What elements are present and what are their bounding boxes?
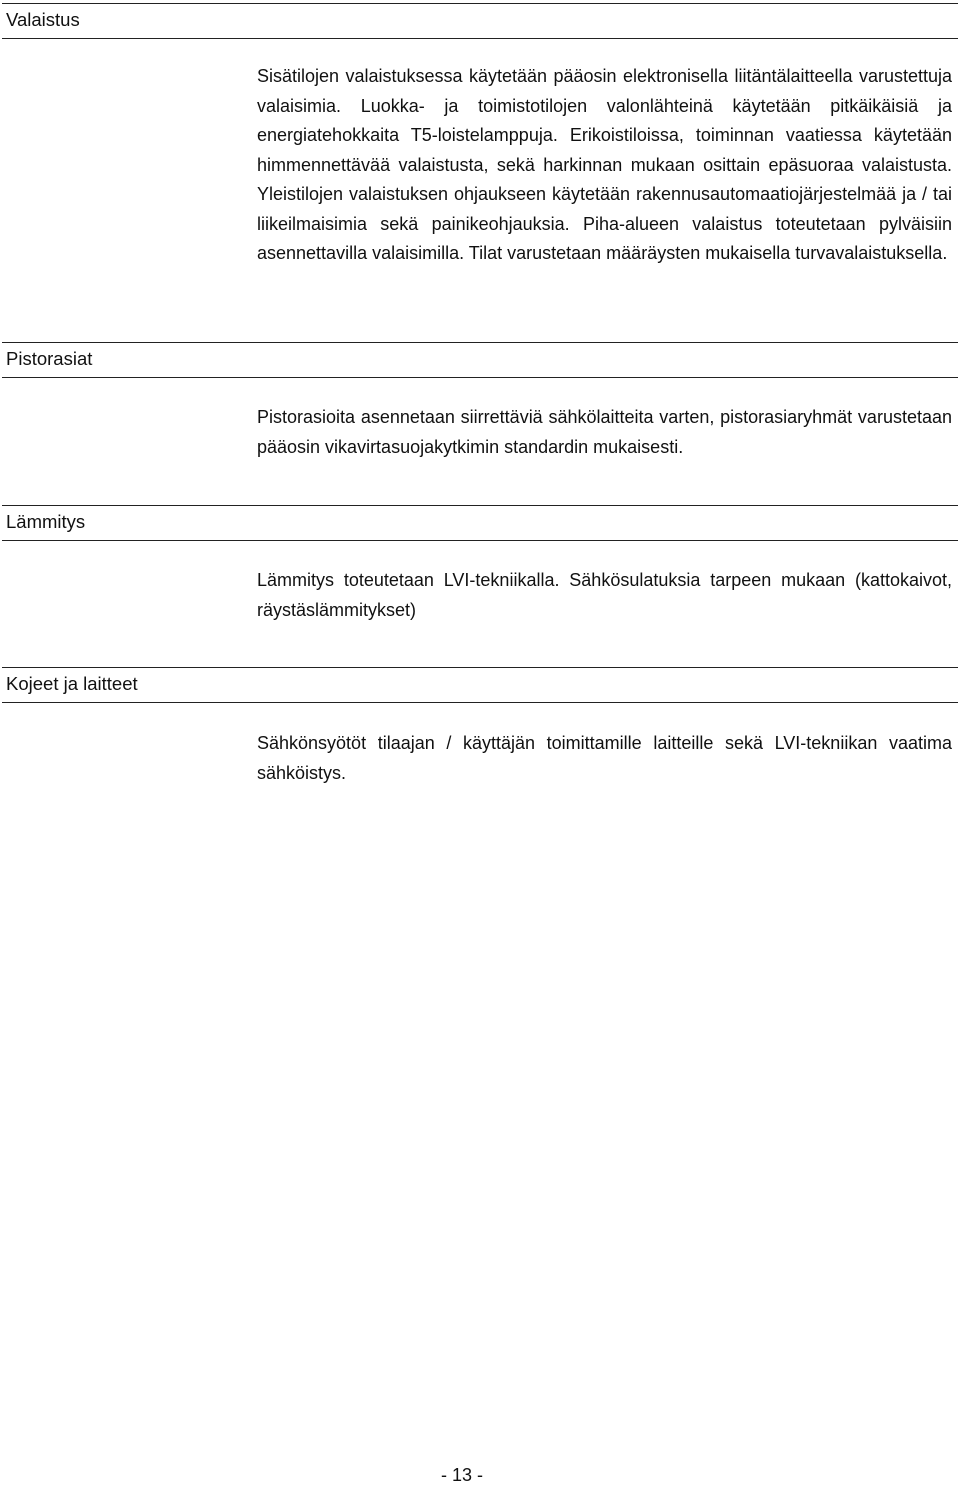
section-body-lammitys: Lämmitys toteutetaan LVI-tekniikalla. Sähkösulatuksia tarpeen mukaan (kattokaivot, räystäslämmitykset) <box>257 570 952 620</box>
section-body-pistorasiat: Pistorasioita asennetaan siirrettäviä sähkölaitteita varten, pistorasiaryhmät varustetaan pääosin vikavirtasuojakytkimin standardin mukaisesti. <box>257 407 952 457</box>
section-heading-pistorasiat <box>2 342 958 378</box>
section-title: Kojeet ja laitteet <box>6 673 138 694</box>
section-heading-kojeet-ja-laitteet <box>2 667 958 703</box>
section-title: Valaistus <box>6 9 80 30</box>
section-body-kojeet-ja-laitteet: Sähkönsyötöt tilaajan / käyttäjän toimittamille laitteille sekä LVI-tekniikan vaatima sähköistys. <box>257 733 952 783</box>
page-number: - 13 - <box>440 1465 483 1485</box>
section-heading-lammitys <box>2 505 958 541</box>
section-heading-valaistus <box>2 3 958 39</box>
section-title: Pistorasiat <box>6 348 93 369</box>
section-title: Lämmitys <box>6 511 86 532</box>
section-body-valaistus: Sisätilojen valaistuksessa käytetään pääosin elektronisella liitäntälaitteella varustettuja valaisimia. Luokka- ja toimistotilojen valonlähteinä käytetään pitkäikäisiä ja energiatehokkaita T5-loistelamppuja. Erikoistiloissa, toiminnan vaatiessa käytetään himmennettävää valaistusta, sekä harkinnan mukaan osittain epäsuoraa valaistusta. Yleistilojen valaistuksen ohjaukseen käytetään rakennusautomaatiojärjestelmää ja / tai liikeilmaisimia sekä painikeohjauksia. Piha-alueen valaistus toteutetaan pylväisiin asennettavilla valaisimilla. Tilat varustetaan määräysten mukaisella turvavalaistuksella. <box>257 66 952 263</box>
